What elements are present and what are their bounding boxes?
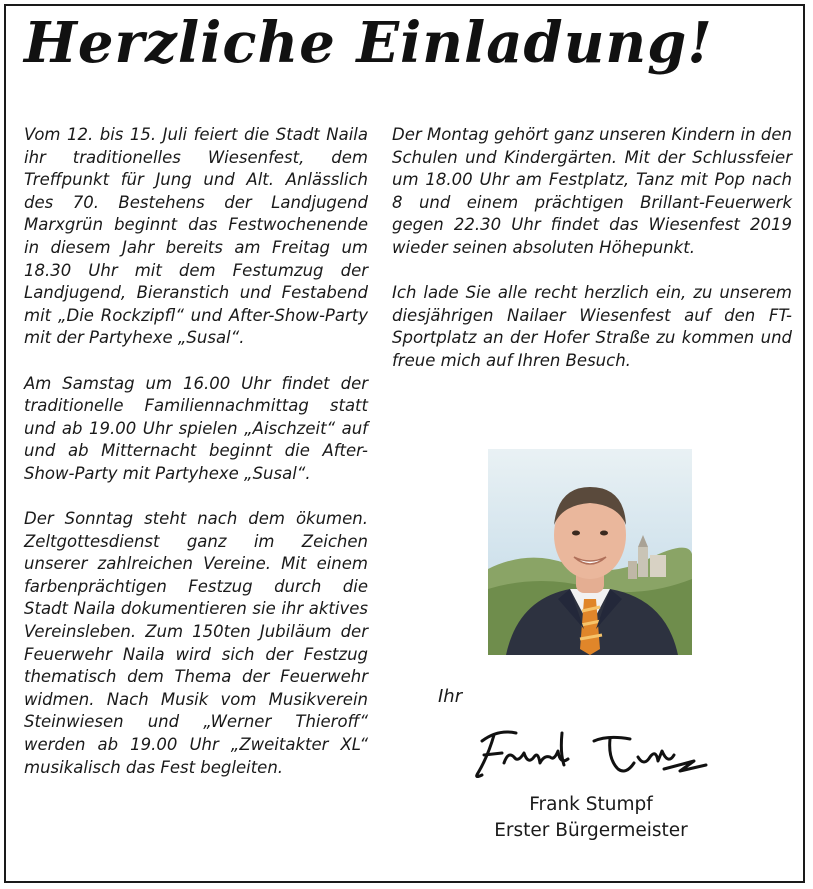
paragraph-sunday: Der Sonntag steht nach dem ökumen. Zeltgottesdienst ganz im Zeichen unserer zahlreichen Vereine. Mit einem farbenprächtigen Festzug durch die Stadt Naila dokumentieren sie ihr aktives Vereinsleben. Zum 150ten Jubiläum der Feuerwehr Naila wird sich der Festzug thematisch dem Thema der Feuerwehr widmen. Nach Musik vom Musikverein Steinwiesen und „Werner Thieroff“ werden ab 19.00 Uhr „Zweitakter XL“ musikalisch das Fest begleiten.: [24, 509, 368, 777]
paragraph-friday: Vom 12. bis 15. Juli feiert die Stadt Naila ihr traditionelles Wiesenfest, dem Treffpunkt für Jung und Alt. Anlässlich des 70. Bestehens der Landjugend Marxgrün beginnt das Festwochenende in diesem Jahr bereits am Freitag um 18.30 Uhr mit dem Festumzug der Landjugend, Bieranstich und Festabend mit „Die Rockzipfl“ und After-Show-Party mit der Partyhexe „Susal“.: [24, 125, 368, 348]
left-column: [24, 124, 368, 802]
paragraph-saturday: Am Samstag um 16.00 Uhr findet der traditionelle Familiennachmittag statt und ab 19.00 Uhr spielen „Aischzeit“ auf und ab Mitternacht beginnt die After-Show-Party mit Partyhexe „Susal“.: [24, 373, 368, 483]
right-column: [392, 124, 792, 395]
signer-role: Erster Bürgermeister: [494, 820, 688, 841]
closing-salutation: Ihr: [438, 686, 463, 707]
mayor-portrait: [488, 449, 692, 655]
portrait-illustration: [488, 449, 692, 655]
invitation-frame: [4, 4, 805, 883]
signer-name: Frank Stumpf: [529, 794, 653, 815]
signature-strokes: [468, 711, 718, 791]
paragraph-monday: Der Montag gehört ganz unseren Kindern in den Schulen und Kindergärten. Mit der Schlussfeier um 18.00 Uhr am Festplatz, Tanz mit Pop nach 8 und einem prächtigen Brillant-Feuerwerk gegen 22.30 Uhr findet das Wiesenfest 2019 wieder seinen absoluten Höhepunkt.: [392, 125, 792, 257]
signature-mark: [468, 711, 718, 791]
headline: Herzliche Einladung!: [24, 10, 713, 76]
paragraph-invitation: Ich lade Sie alle recht herzlich ein, zu unserem diesjährigen Nailaer Wiesenfest auf den FT-Sportplatz an der Hofer Straße zu kommen und freue mich auf Ihren Besuch.: [392, 283, 792, 370]
